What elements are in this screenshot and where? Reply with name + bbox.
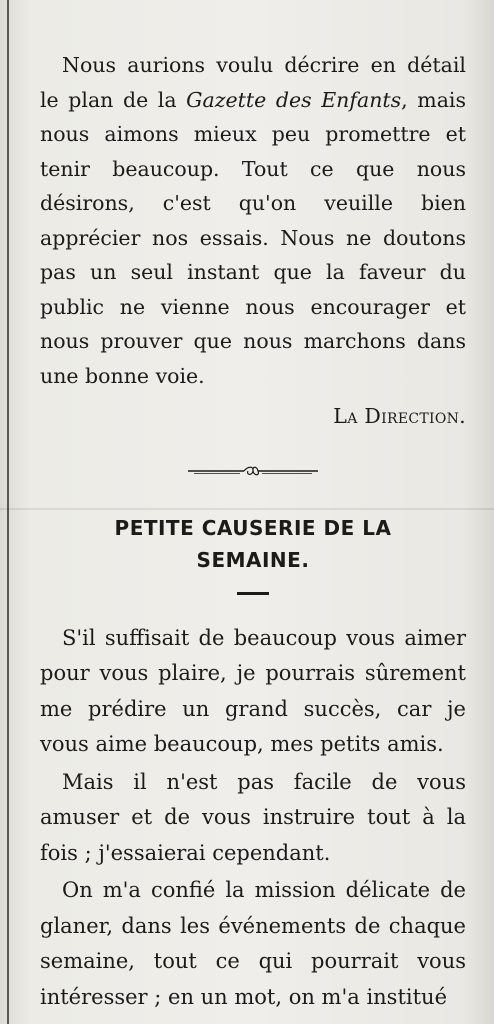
heading-rule — [237, 592, 269, 595]
causerie-paragraph-1: S'il suffisait de beaucoup vous aimer pour vous plaire, je pourrais sûrement me prédire un grand succès, car je vous aime beaucoup, mes petits amis. — [40, 625, 466, 756]
intro-text-start: Nous aurions voulu décrire en détail le plan de la — [40, 53, 466, 112]
heading-line-2: SEMAINE. — [196, 547, 310, 572]
gazette-title-italic: Gazette des Enfants — [186, 87, 402, 112]
causerie-paragraph-2: Mais il n'est pas facile de vous amuser et de vous instruire tout à la fois ; j'essaierai cependant. — [40, 769, 466, 865]
ornamental-divider — [188, 464, 318, 478]
intro-text-end: , mais nous aimons mieux peu promettre et tenir beaucoup. Tout ce que nous désirons, c'est qu'on veuille bien apprécier nos essais. Nous ne doutons pas un seul instant que la faveur du public ne vienne nous encourager et nous prouver que nous marchons dans une bonne voie. — [40, 87, 466, 388]
section-heading — [40, 512, 466, 576]
column-border-line — [7, 0, 9, 1024]
signature: La Direction. — [333, 404, 466, 428]
intro-paragraph — [40, 48, 466, 393]
causerie-body — [40, 621, 466, 1016]
text-column — [40, 48, 466, 1017]
causerie-paragraph-3: On m'a confié la mission délicate de glaner, dans les événements de chaque semaine, tout ce qui pourrait vous intéresser ; en un mot, on m'a institué — [40, 878, 466, 1009]
heading-line-1: PETITE CAUSERIE DE LA — [114, 515, 392, 540]
